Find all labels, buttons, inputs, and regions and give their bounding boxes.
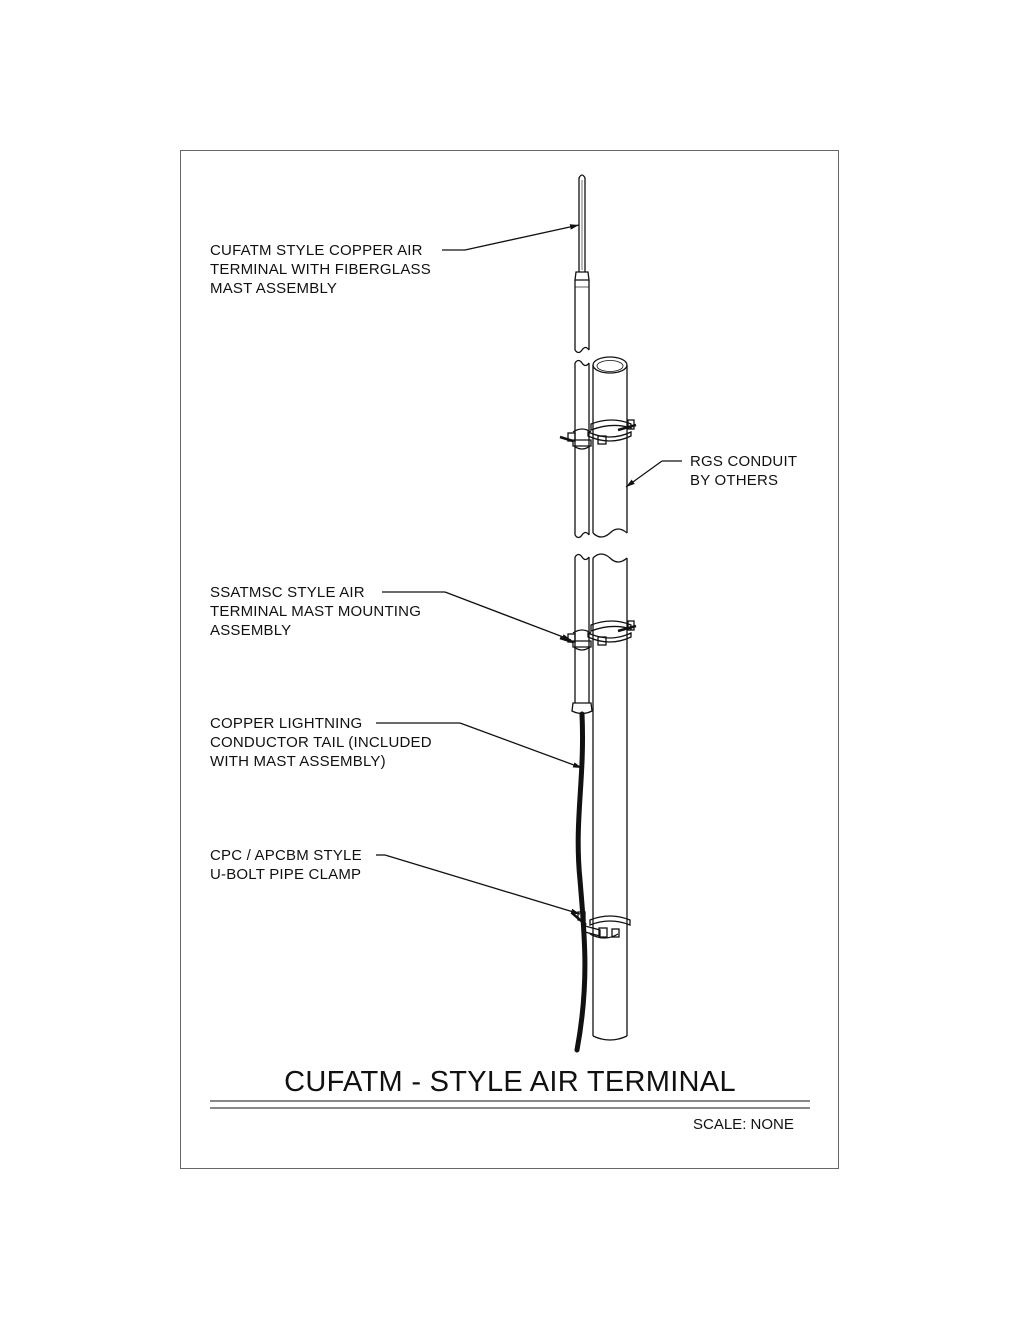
callout-line: RGS CONDUIT [690,453,798,470]
scale-note: SCALE: NONE [693,1116,794,1133]
title-underline [210,1101,810,1108]
callout-line: U-BOLT PIPE CLAMP [210,866,362,883]
callout-rgs-conduit [690,452,797,490]
leader-rgs-conduit [626,461,682,487]
copper-air-terminal-rod [575,175,589,280]
mast-mounting-clamp-upper [560,420,636,449]
callout-air-terminal [210,241,431,298]
callout-conductor-tail [210,714,432,771]
callout-line: CPC / APCBM STYLE [210,847,362,864]
rgs-conduit-upper [593,357,627,537]
leader-air-terminal [442,225,579,250]
callout-line: CONDUCTOR TAIL (INCLUDED [210,734,432,751]
callout-mount-assembly [210,583,421,640]
callout-line: TERMINAL WITH FIBERGLASS [210,261,431,278]
callout-line: MAST ASSEMBLY [210,280,338,297]
callout-pipe-clamp [210,846,362,884]
drawing-title: CUFATM - STYLE AIR TERMINAL [284,1066,736,1098]
callout-line: TERMINAL MAST MOUNTING [210,603,422,620]
callout-line: ASSEMBLY [210,622,292,639]
mast-mounting-clamp-lower [560,621,636,650]
leader-pipe-clamp [376,855,580,914]
callout-line: SSATMSC STYLE AIR [210,584,365,601]
callout-line: WITH MAST ASSEMBLY) [210,753,386,770]
fiberglass-mast-top-segment [575,280,589,353]
callout-line: COPPER LIGHTNING [210,715,363,732]
callout-line: CUFATM STYLE COPPER AIR [210,242,423,259]
callout-line: BY OTHERS [690,472,779,489]
copper-lightning-conductor-tail [577,714,585,1050]
